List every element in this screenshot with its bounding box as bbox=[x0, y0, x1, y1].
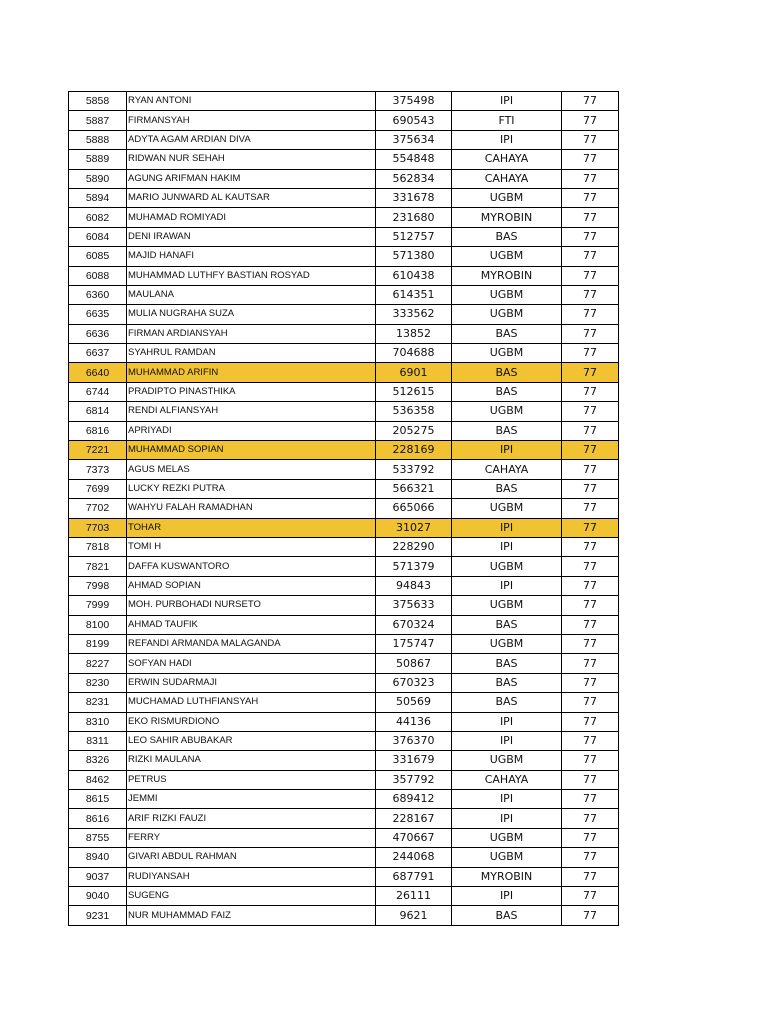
row-institution-cell: UGBM bbox=[452, 596, 562, 615]
row-name-cell: RUDIYANSAH bbox=[127, 867, 376, 886]
row-code-cell: 376370 bbox=[376, 731, 452, 750]
row-institution-cell: BAS bbox=[452, 382, 562, 401]
row-code-cell: 470667 bbox=[376, 828, 452, 847]
table-row bbox=[69, 673, 619, 692]
row-institution-cell: IPI bbox=[452, 731, 562, 750]
row-score-cell: 77 bbox=[562, 402, 619, 421]
table-row bbox=[69, 770, 619, 789]
row-score-cell: 77 bbox=[562, 887, 619, 906]
row-code-cell: 331679 bbox=[376, 751, 452, 770]
row-id-cell: 6637 bbox=[69, 344, 127, 363]
row-code-cell: 244068 bbox=[376, 848, 452, 867]
row-id-cell: 8231 bbox=[69, 693, 127, 712]
row-score-cell: 77 bbox=[562, 557, 619, 576]
row-institution-cell: UGBM bbox=[452, 285, 562, 304]
row-id-cell: 5887 bbox=[69, 111, 127, 130]
row-name-cell: RENDI ALFIANSYAH bbox=[127, 402, 376, 421]
row-id-cell: 5894 bbox=[69, 188, 127, 207]
row-id-cell: 7818 bbox=[69, 537, 127, 556]
row-score-cell: 77 bbox=[562, 518, 619, 537]
table-row bbox=[69, 790, 619, 809]
table-row bbox=[69, 731, 619, 750]
row-id-cell: 6744 bbox=[69, 382, 127, 401]
row-name-cell: MAULANA bbox=[127, 285, 376, 304]
row-score-cell: 77 bbox=[562, 460, 619, 479]
row-score-cell: 77 bbox=[562, 266, 619, 285]
row-score-cell: 77 bbox=[562, 441, 619, 460]
row-institution-cell: BAS bbox=[452, 615, 562, 634]
table-row bbox=[69, 111, 619, 130]
row-score-cell: 77 bbox=[562, 537, 619, 556]
row-score-cell: 77 bbox=[562, 867, 619, 886]
table-row bbox=[69, 751, 619, 770]
row-name-cell: MULIA NUGRAHA SUZA bbox=[127, 305, 376, 324]
row-name-cell: FIRMAN ARDIANSYAH bbox=[127, 324, 376, 343]
row-code-cell: 333562 bbox=[376, 305, 452, 324]
row-code-cell: 357792 bbox=[376, 770, 452, 789]
table-row bbox=[69, 460, 619, 479]
row-institution-cell: CAHAYA bbox=[452, 460, 562, 479]
table-row bbox=[69, 324, 619, 343]
row-name-cell: TOHAR bbox=[127, 518, 376, 537]
row-name-cell: AHMAD SOPIAN bbox=[127, 576, 376, 595]
row-id-cell: 8230 bbox=[69, 673, 127, 692]
row-code-cell: 228290 bbox=[376, 537, 452, 556]
row-institution-cell: BAS bbox=[452, 363, 562, 382]
row-institution-cell: UGBM bbox=[452, 305, 562, 324]
row-score-cell: 77 bbox=[562, 421, 619, 440]
row-institution-cell: CAHAYA bbox=[452, 150, 562, 169]
row-name-cell: TOMI H bbox=[127, 537, 376, 556]
table-row bbox=[69, 596, 619, 615]
row-name-cell: MOH. PURBOHADI NURSETO bbox=[127, 596, 376, 615]
row-code-cell: 571380 bbox=[376, 247, 452, 266]
row-score-cell: 77 bbox=[562, 324, 619, 343]
row-id-cell: 6082 bbox=[69, 208, 127, 227]
row-id-cell: 6088 bbox=[69, 266, 127, 285]
row-id-cell: 5858 bbox=[69, 92, 127, 111]
row-institution-cell: IPI bbox=[452, 887, 562, 906]
row-code-cell: 536358 bbox=[376, 402, 452, 421]
row-score-cell: 77 bbox=[562, 227, 619, 246]
row-code-cell: 375498 bbox=[376, 92, 452, 111]
row-code-cell: 31027 bbox=[376, 518, 452, 537]
row-code-cell: 331678 bbox=[376, 188, 452, 207]
row-score-cell: 77 bbox=[562, 654, 619, 673]
row-id-cell: 6636 bbox=[69, 324, 127, 343]
row-id-cell: 8940 bbox=[69, 848, 127, 867]
table-row bbox=[69, 421, 619, 440]
row-score-cell: 77 bbox=[562, 247, 619, 266]
row-code-cell: 228169 bbox=[376, 441, 452, 460]
row-code-cell: 205275 bbox=[376, 421, 452, 440]
row-name-cell: MARIO JUNWARD AL KAUTSAR bbox=[127, 188, 376, 207]
row-institution-cell: BAS bbox=[452, 421, 562, 440]
row-institution-cell: IPI bbox=[452, 809, 562, 828]
row-id-cell: 8227 bbox=[69, 654, 127, 673]
row-code-cell: 50867 bbox=[376, 654, 452, 673]
row-id-cell: 8755 bbox=[69, 828, 127, 847]
row-id-cell: 9231 bbox=[69, 906, 127, 925]
row-score-cell: 77 bbox=[562, 188, 619, 207]
row-score-cell: 77 bbox=[562, 731, 619, 750]
row-score-cell: 77 bbox=[562, 770, 619, 789]
table-row-highlighted bbox=[69, 441, 619, 460]
table-row bbox=[69, 150, 619, 169]
row-name-cell: GIVARI ABDUL RAHMAN bbox=[127, 848, 376, 867]
table-row bbox=[69, 208, 619, 227]
table-row bbox=[69, 693, 619, 712]
table-row bbox=[69, 188, 619, 207]
row-institution-cell: CAHAYA bbox=[452, 169, 562, 188]
row-institution-cell: UGBM bbox=[452, 499, 562, 518]
row-id-cell: 7821 bbox=[69, 557, 127, 576]
row-id-cell: 6816 bbox=[69, 421, 127, 440]
row-name-cell: DENI IRAWAN bbox=[127, 227, 376, 246]
row-institution-cell: UGBM bbox=[452, 751, 562, 770]
row-id-cell: 7373 bbox=[69, 460, 127, 479]
row-institution-cell: CAHAYA bbox=[452, 770, 562, 789]
table-row bbox=[69, 130, 619, 149]
row-name-cell: RYAN ANTONI bbox=[127, 92, 376, 111]
row-score-cell: 77 bbox=[562, 596, 619, 615]
table-row bbox=[69, 92, 619, 111]
row-name-cell: ADYTA AGAM ARDIAN DIVA bbox=[127, 130, 376, 149]
row-id-cell: 6640 bbox=[69, 363, 127, 382]
row-code-cell: 689412 bbox=[376, 790, 452, 809]
table-row-highlighted bbox=[69, 363, 619, 382]
table-row bbox=[69, 848, 619, 867]
row-name-cell: ARIF RIZKI FAUZI bbox=[127, 809, 376, 828]
row-score-cell: 77 bbox=[562, 150, 619, 169]
row-institution-cell: BAS bbox=[452, 479, 562, 498]
row-score-cell: 77 bbox=[562, 693, 619, 712]
row-code-cell: 13852 bbox=[376, 324, 452, 343]
row-score-cell: 77 bbox=[562, 208, 619, 227]
row-id-cell: 6360 bbox=[69, 285, 127, 304]
table-row bbox=[69, 887, 619, 906]
table-row bbox=[69, 344, 619, 363]
row-name-cell: AGUS MELAS bbox=[127, 460, 376, 479]
table-row bbox=[69, 227, 619, 246]
row-score-cell: 77 bbox=[562, 344, 619, 363]
row-score-cell: 77 bbox=[562, 634, 619, 653]
row-score-cell: 77 bbox=[562, 479, 619, 498]
table-row bbox=[69, 382, 619, 401]
participant-table-body bbox=[69, 92, 619, 926]
row-institution-cell: UGBM bbox=[452, 557, 562, 576]
row-id-cell: 5890 bbox=[69, 169, 127, 188]
row-score-cell: 77 bbox=[562, 809, 619, 828]
row-score-cell: 77 bbox=[562, 673, 619, 692]
row-score-cell: 77 bbox=[562, 751, 619, 770]
row-name-cell: AHMAD TAUFIK bbox=[127, 615, 376, 634]
row-code-cell: 175747 bbox=[376, 634, 452, 653]
row-code-cell: 670323 bbox=[376, 673, 452, 692]
row-institution-cell: IPI bbox=[452, 441, 562, 460]
row-code-cell: 512757 bbox=[376, 227, 452, 246]
row-name-cell: DAFFA KUSWANTORO bbox=[127, 557, 376, 576]
table-row bbox=[69, 712, 619, 731]
row-institution-cell: IPI bbox=[452, 712, 562, 731]
row-id-cell: 6085 bbox=[69, 247, 127, 266]
row-id-cell: 6635 bbox=[69, 305, 127, 324]
row-code-cell: 670324 bbox=[376, 615, 452, 634]
row-code-cell: 571379 bbox=[376, 557, 452, 576]
row-id-cell: 6814 bbox=[69, 402, 127, 421]
row-name-cell: RIZKI MAULANA bbox=[127, 751, 376, 770]
row-institution-cell: MYROBIN bbox=[452, 208, 562, 227]
participant-table bbox=[68, 91, 619, 926]
row-code-cell: 512615 bbox=[376, 382, 452, 401]
row-score-cell: 77 bbox=[562, 363, 619, 382]
row-id-cell: 8615 bbox=[69, 790, 127, 809]
row-score-cell: 77 bbox=[562, 906, 619, 925]
row-id-cell: 8616 bbox=[69, 809, 127, 828]
row-code-cell: 94843 bbox=[376, 576, 452, 595]
table-row bbox=[69, 906, 619, 925]
row-institution-cell: UGBM bbox=[452, 188, 562, 207]
row-name-cell: WAHYU FALAH RAMADHAN bbox=[127, 499, 376, 518]
row-name-cell: RIDWAN NUR SEHAH bbox=[127, 150, 376, 169]
row-code-cell: 687791 bbox=[376, 867, 452, 886]
row-id-cell: 7699 bbox=[69, 479, 127, 498]
row-score-cell: 77 bbox=[562, 712, 619, 731]
row-code-cell: 614351 bbox=[376, 285, 452, 304]
row-code-cell: 231680 bbox=[376, 208, 452, 227]
row-name-cell: MAJID HANAFI bbox=[127, 247, 376, 266]
row-id-cell: 5888 bbox=[69, 130, 127, 149]
row-institution-cell: IPI bbox=[452, 537, 562, 556]
table-row bbox=[69, 867, 619, 886]
row-institution-cell: BAS bbox=[452, 673, 562, 692]
table-row bbox=[69, 247, 619, 266]
row-institution-cell: BAS bbox=[452, 693, 562, 712]
row-name-cell: MUHAMMAD LUTHFY BASTIAN ROSYAD bbox=[127, 266, 376, 285]
table-row bbox=[69, 499, 619, 518]
row-id-cell: 8326 bbox=[69, 751, 127, 770]
row-id-cell: 7998 bbox=[69, 576, 127, 595]
row-institution-cell: UGBM bbox=[452, 247, 562, 266]
row-name-cell: PRADIPTO PINASTHIKA bbox=[127, 382, 376, 401]
row-id-cell: 5889 bbox=[69, 150, 127, 169]
table-row bbox=[69, 576, 619, 595]
row-institution-cell: UGBM bbox=[452, 344, 562, 363]
row-institution-cell: UGBM bbox=[452, 634, 562, 653]
table-row-highlighted bbox=[69, 518, 619, 537]
row-code-cell: 690543 bbox=[376, 111, 452, 130]
row-code-cell: 50569 bbox=[376, 693, 452, 712]
row-code-cell: 533792 bbox=[376, 460, 452, 479]
row-id-cell: 8311 bbox=[69, 731, 127, 750]
row-institution-cell: FTI bbox=[452, 111, 562, 130]
row-institution-cell: UGBM bbox=[452, 848, 562, 867]
table-row bbox=[69, 266, 619, 285]
row-code-cell: 566321 bbox=[376, 479, 452, 498]
row-name-cell: LEO SAHIR ABUBAKAR bbox=[127, 731, 376, 750]
row-code-cell: 610438 bbox=[376, 266, 452, 285]
row-name-cell: APRIYADI bbox=[127, 421, 376, 440]
row-score-cell: 77 bbox=[562, 848, 619, 867]
row-institution-cell: BAS bbox=[452, 906, 562, 925]
row-score-cell: 77 bbox=[562, 130, 619, 149]
row-score-cell: 77 bbox=[562, 576, 619, 595]
row-institution-cell: MYROBIN bbox=[452, 266, 562, 285]
row-score-cell: 77 bbox=[562, 285, 619, 304]
row-name-cell: NUR MUHAMMAD FAIZ bbox=[127, 906, 376, 925]
row-score-cell: 77 bbox=[562, 790, 619, 809]
row-institution-cell: IPI bbox=[452, 130, 562, 149]
row-code-cell: 44136 bbox=[376, 712, 452, 731]
table-row bbox=[69, 828, 619, 847]
row-institution-cell: IPI bbox=[452, 518, 562, 537]
row-id-cell: 8100 bbox=[69, 615, 127, 634]
row-id-cell: 8462 bbox=[69, 770, 127, 789]
row-institution-cell: IPI bbox=[452, 576, 562, 595]
row-institution-cell: BAS bbox=[452, 654, 562, 673]
table-row bbox=[69, 557, 619, 576]
row-score-cell: 77 bbox=[562, 382, 619, 401]
row-name-cell: ERWIN SUDARMAJI bbox=[127, 673, 376, 692]
row-name-cell: AGUNG ARIFMAN HAKIM bbox=[127, 169, 376, 188]
row-score-cell: 77 bbox=[562, 92, 619, 111]
table-row bbox=[69, 615, 619, 634]
row-name-cell: JEMMI bbox=[127, 790, 376, 809]
row-score-cell: 77 bbox=[562, 828, 619, 847]
row-code-cell: 704688 bbox=[376, 344, 452, 363]
table-row bbox=[69, 654, 619, 673]
table-row bbox=[69, 169, 619, 188]
row-name-cell: MUCHAMAD LUTHFIANSYAH bbox=[127, 693, 376, 712]
row-name-cell: LUCKY REZKI PUTRA bbox=[127, 479, 376, 498]
table-row bbox=[69, 809, 619, 828]
row-institution-cell: BAS bbox=[452, 324, 562, 343]
table-row bbox=[69, 537, 619, 556]
row-score-cell: 77 bbox=[562, 305, 619, 324]
table-row bbox=[69, 402, 619, 421]
row-institution-cell: MYROBIN bbox=[452, 867, 562, 886]
row-institution-cell: IPI bbox=[452, 790, 562, 809]
row-institution-cell: UGBM bbox=[452, 828, 562, 847]
row-code-cell: 6901 bbox=[376, 363, 452, 382]
row-code-cell: 26111 bbox=[376, 887, 452, 906]
row-institution-cell: BAS bbox=[452, 227, 562, 246]
row-id-cell: 8199 bbox=[69, 634, 127, 653]
row-name-cell: FIRMANSYAH bbox=[127, 111, 376, 130]
row-name-cell: MUHAMMAD ARIFIN bbox=[127, 363, 376, 382]
row-id-cell: 9040 bbox=[69, 887, 127, 906]
table-row bbox=[69, 634, 619, 653]
row-id-cell: 9037 bbox=[69, 867, 127, 886]
row-name-cell: PETRUS bbox=[127, 770, 376, 789]
row-score-cell: 77 bbox=[562, 111, 619, 130]
row-score-cell: 77 bbox=[562, 169, 619, 188]
row-code-cell: 375634 bbox=[376, 130, 452, 149]
row-name-cell: SUGENG bbox=[127, 887, 376, 906]
row-code-cell: 9621 bbox=[376, 906, 452, 925]
table-row bbox=[69, 479, 619, 498]
row-id-cell: 7702 bbox=[69, 499, 127, 518]
row-name-cell: FERRY bbox=[127, 828, 376, 847]
row-name-cell: MUHAMMAD SOPIAN bbox=[127, 441, 376, 460]
row-name-cell: SOFYAN HADI bbox=[127, 654, 376, 673]
table-row bbox=[69, 305, 619, 324]
row-institution-cell: IPI bbox=[452, 92, 562, 111]
row-code-cell: 228167 bbox=[376, 809, 452, 828]
row-institution-cell: UGBM bbox=[452, 402, 562, 421]
row-score-cell: 77 bbox=[562, 615, 619, 634]
row-id-cell: 6084 bbox=[69, 227, 127, 246]
row-name-cell: MUHAMAD ROMIYADI bbox=[127, 208, 376, 227]
row-code-cell: 665066 bbox=[376, 499, 452, 518]
row-id-cell: 8310 bbox=[69, 712, 127, 731]
row-id-cell: 7703 bbox=[69, 518, 127, 537]
table-row bbox=[69, 285, 619, 304]
row-name-cell: EKO RISMURDIONO bbox=[127, 712, 376, 731]
row-name-cell: SYAHRUL RAMDAN bbox=[127, 344, 376, 363]
row-code-cell: 375633 bbox=[376, 596, 452, 615]
row-score-cell: 77 bbox=[562, 499, 619, 518]
row-id-cell: 7999 bbox=[69, 596, 127, 615]
row-id-cell: 7221 bbox=[69, 441, 127, 460]
row-code-cell: 562834 bbox=[376, 169, 452, 188]
row-name-cell: REFANDI ARMANDA MALAGANDA bbox=[127, 634, 376, 653]
row-code-cell: 554848 bbox=[376, 150, 452, 169]
